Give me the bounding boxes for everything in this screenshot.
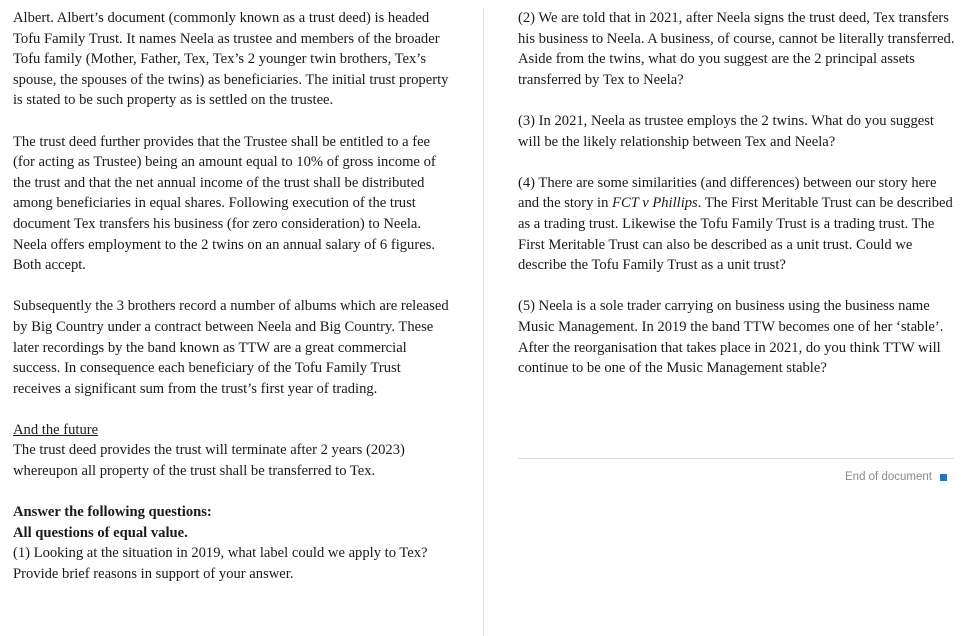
left-column [13, 8, 449, 585]
question-2: (2) We are told that in 2021, after Neela signs the trust deed, Tex transfers his business to Neela. A business, of course, cannot be literally transferred. Aside from the twins, what do you suggest are the 2 principal assets transferred by Tex to Neela? [518, 10, 955, 88]
end-divider [518, 458, 954, 459]
end-marker-icon [940, 474, 947, 481]
question-3: (3) In 2021, Neela as trustee employs the 2 twins. What do you suggest will be the likely relationship between Tex and Neela? [518, 112, 934, 150]
case-name: FCT v Phillips [612, 195, 698, 212]
heading-and-the-future [13, 420, 449, 441]
question-4-suffix: . The First Meritable Trust can be described as a trading trust. Likewise the Tofu Family Trust is a trading trust. The First Meritable Trust can also be described as a unit trust. Could we describe the Tofu Family Trust as a unit trust? [518, 195, 953, 274]
right-column [518, 8, 958, 399]
end-of-document [845, 471, 947, 483]
paragraph-trustee-fee: The trust deed further provides that the Trustee shall be entitled to a fee (for acting as Trustee) being an amount equal to 10% of gross income of the trust and that the net annual income of the trust shall be distributed among beneficiaries in equal shares. Following execution of the trust document Tex transfers his business (for zero consideration) to Neela. Neela offers employment to the 2 twins on an annual salary of 6 figures. Both accept. [13, 133, 436, 274]
heading-answer-questions: Answer the following questions: [13, 504, 212, 521]
question-1: (1) Looking at the situation in 2019, what label could we apply to Tex? Provide brief reasons in support of your answer. [13, 545, 428, 583]
paragraph-trust-deed: Albert. Albert’s document (commonly known as a trust deed) is headed Tofu Family Trust. It names Neela as trustee and members of the broader Tofu family (Mother, Father, Tex, Tex’s 2 younger twin brothers, Tex’s spouse, the spouses of the twins) as beneficiaries. The initial trust property is stated to be such property as is settled on the trustee. [13, 10, 449, 109]
end-of-document-label: End of document [845, 471, 932, 483]
column-divider [483, 8, 484, 636]
paragraph-albums: Subsequently the 3 brothers record a number of albums which are released by Big Country under a contract between Neela and Big Country. These later recordings by the band known as TTW are a great commercial success. In consequence each beneficiary of the Tofu Family Trust receives a significant sum from the trust’s first year of trading. [13, 298, 449, 397]
question-4 [518, 173, 958, 276]
question-4-prefix: (4) There are some similarities (and differences) between our story here and the story in [518, 174, 937, 212]
paragraph-termination: The trust deed provides the trust will terminate after 2 years (2023) whereupon all property of the trust shall be transferred to Tex. [13, 442, 405, 480]
equal-value-note: All questions of equal value. [13, 524, 188, 541]
question-5: (5) Neela is a sole trader carrying on business using the business name Music Management. In 2019 the band TTW becomes one of her ‘stable’. After the reorganisation that takes place in 2021, do you think TTW will continue to be one of the Music Management stable? [518, 298, 944, 377]
future-heading-text: And the future [13, 421, 99, 438]
